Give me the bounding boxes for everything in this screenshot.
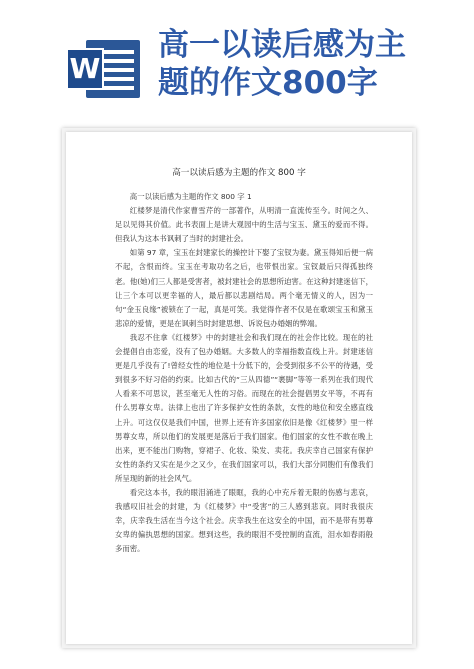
paragraph: 红楼梦是清代作家曹雪芹的一部著作，从明清一直流传至今。时间之久、足以见得其价值。此书表面上是讲大观园中的生活与宝玉、黛玉的爱而不得。但我认为这本书讽刺了当时的封建社会。 — [115, 206, 373, 244]
document-title: 高一以读后感为主题的作文 800 字 — [172, 168, 306, 178]
word-icon — [66, 36, 142, 100]
word-icon-letter: W — [66, 48, 104, 90]
headline-line-1: 高一以读后感为主 — [158, 27, 406, 63]
document-subtitle: 高一以读后感为主题的作文 800 字 1 — [129, 192, 252, 201]
paragraph: 我忍不住拿《红楼梦》中的封建社会和我们现在的社会作比较。现在的社会提倡自由恋爱，没有了包办婚姻。大多数人的幸福指数直线上升。封建迷信更是几乎没有了!曾经女性的地位是十分低下的，会受到很多不公平的待遇，受到很多不好习俗的约束。比如古代的“三从四德”“裹脚”等等一系列在我们现代人看来不可思议，甚至毫无人性的习俗。而现在的社会提倡男女平等，不再有什么男尊女卑。法律上也出了许多保护女性的条款，女性的地位和安全感直线上升。可这仅仅是我们中国，世界上还有许多国家依旧是像《红楼梦》里一样男尊女卑，所以他们的发展更是落后于我们国家。他们国家的女性不敢在晚上出来，更不能出门购物，穿裙子、化妆、染发、卖花。我庆幸自己国家有保护女性的条约又实在是少之又少，在我们国家可以，我们大部分同胞们有像我们所呈现的新的社会风气。 — [115, 332, 373, 483]
document-body — [115, 190, 373, 556]
paragraph: 看完这本书，我的眼泪涌进了眼眶，我的心中充斥着无限的伤感与悲哀，我感叹旧社会的封建，为《红楼梦》中“受害”的三人感到悲哀。同时我很庆幸，庆幸我生活在当今这个社会。庆幸我生在这安全的中国，而不是带有男尊女卑的偏执思想的国家。想到这些，我的眼泪不受控制的直流，泪水如春雨般多而密。 — [115, 487, 373, 554]
banner — [0, 0, 474, 128]
headline — [158, 26, 458, 102]
headline-line-2: 题的作文800字 — [158, 65, 378, 101]
paragraph: 如第 97 章，宝玉在封建家长的操控计下娶了宝钗为妻。黛玉得知后便一病不起，含恨而终。宝玉在考取功名之后，也带恨出家。宝钗最后只得孤独终老。他(她)们三人都是受害者，被封建社会的思想所迫害。在这种封建迷信下，让三个本可以更幸福的人，最后都以悲剧结局。两个毫无情义的人，因为一句“金玉良缘”被锁在了一起，真是可笑。我觉得作者不仅是在歌颂宝玉和黛玉悲凉的爱情，更是在讽刺当时封建思想、诉说包办婚姻的弊端。 — [115, 248, 374, 328]
document-page — [66, 132, 412, 644]
